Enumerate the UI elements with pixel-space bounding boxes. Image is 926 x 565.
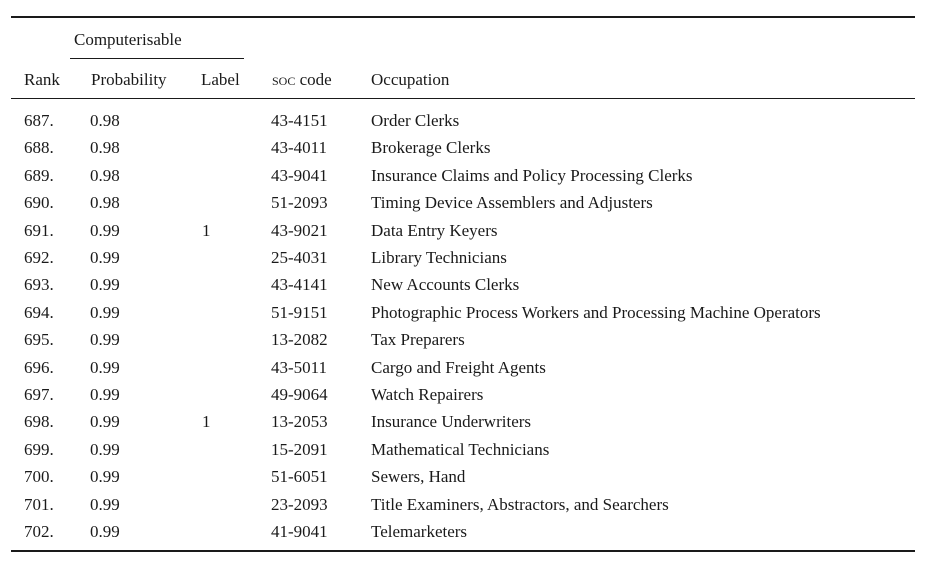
- occupation-cell: Timing Device Assemblers and Adjusters: [371, 193, 653, 213]
- rank-cell: 698.: [24, 412, 54, 432]
- label-cell: 1: [202, 412, 211, 432]
- probability-cell: 0.99: [90, 275, 120, 295]
- table-row: [0, 329, 926, 356]
- column-header-rank: Rank: [24, 70, 60, 89]
- group-header-computerisable: Computerisable: [74, 30, 182, 49]
- soc-code-cell: 43-9021: [271, 220, 328, 240]
- rank-cell: 702.: [24, 522, 54, 541]
- probability-cell: 0.98: [90, 193, 120, 213]
- probability-cell: 0.99: [90, 494, 120, 514]
- probability-cell: 0.98: [90, 111, 120, 130]
- occupation-cell: Data Entry Keyers: [371, 220, 498, 240]
- probability-cell: 0.99: [90, 220, 120, 240]
- soc-code-cell: 15-2091: [271, 439, 328, 459]
- occupation-cell: Tax Preparers: [371, 330, 465, 350]
- table-header-rule: [11, 98, 915, 99]
- table-row: [0, 247, 926, 274]
- table-bottom-rule: [11, 550, 915, 552]
- rank-cell: 701.: [24, 494, 54, 514]
- rank-cell: 699.: [24, 439, 54, 459]
- column-header-label: Label: [201, 70, 240, 89]
- rank-cell: 691.: [24, 220, 54, 240]
- probability-cell: 0.99: [90, 357, 120, 377]
- column-header-occupation: Occupation: [371, 70, 450, 89]
- rank-cell: 692.: [24, 248, 54, 267]
- rank-cell: 689.: [24, 165, 54, 185]
- table-row: [0, 110, 926, 137]
- occupation-cell: Cargo and Freight Agents: [371, 357, 546, 377]
- soc-code-cell: 51-6051: [271, 467, 328, 487]
- rank-cell: 695.: [24, 330, 54, 350]
- table-row: [0, 411, 926, 438]
- soc-code-cell: 25-4031: [271, 248, 328, 267]
- table-row: [0, 466, 926, 493]
- soc-code-cell: 13-2082: [271, 330, 328, 350]
- table-top-rule: [11, 16, 915, 18]
- soc-code-cell: 43-4151: [271, 111, 328, 130]
- probability-cell: 0.99: [90, 385, 120, 404]
- table-row: [0, 192, 926, 219]
- soc-code-cell: 41-9041: [271, 522, 328, 541]
- probability-cell: 0.99: [90, 439, 120, 459]
- rank-cell: 700.: [24, 467, 54, 487]
- occupation-cell: Insurance Underwriters: [371, 412, 532, 432]
- group-header-rule: [70, 58, 244, 59]
- soc-code-cell: 13-2053: [271, 412, 328, 432]
- table-row: [0, 384, 926, 411]
- probability-cell: 0.98: [90, 165, 120, 185]
- occupation-cell: Brokerage Clerks: [371, 138, 491, 158]
- table-row: [0, 220, 926, 247]
- occupation-cell: Insurance Claims and Policy Processing Clerks: [371, 165, 693, 185]
- occupation-cell: Telemarketers: [371, 522, 468, 541]
- table-row: [0, 357, 926, 384]
- soc-code-cell: 43-4011: [271, 138, 328, 158]
- table-row: [0, 274, 926, 301]
- soc-code-cell: 51-2093: [271, 193, 328, 213]
- probability-cell: 0.99: [90, 467, 120, 487]
- occupation-cell: New Accounts Clerks: [371, 275, 520, 295]
- rank-cell: 697.: [24, 385, 54, 404]
- occupation-cell: Sewers, Hand: [371, 467, 466, 487]
- probability-cell: 0.99: [90, 412, 120, 432]
- rank-cell: 696.: [24, 357, 54, 377]
- table-row: [0, 137, 926, 164]
- soc-code-cell: 43-4141: [271, 275, 328, 295]
- occupation-cell: Order Clerks: [371, 111, 460, 130]
- occupation-cell: Watch Repairers: [371, 385, 484, 404]
- table-row: [0, 302, 926, 329]
- probability-cell: 0.99: [90, 302, 120, 322]
- soc-code-cell: 43-5011: [271, 357, 328, 377]
- soc-code-word: code: [295, 70, 332, 89]
- column-header-probability: Probability: [91, 70, 167, 89]
- rank-cell: 693.: [24, 275, 54, 295]
- table-row: [0, 521, 926, 548]
- occupation-cell: Mathematical Technicians: [371, 439, 550, 459]
- soc-code-cell: 23-2093: [271, 494, 328, 514]
- rank-cell: 688.: [24, 138, 54, 158]
- probability-cell: 0.99: [90, 248, 120, 267]
- table-row: [0, 494, 926, 521]
- rank-cell: 690.: [24, 193, 54, 213]
- soc-abbrev: soc: [272, 70, 296, 89]
- soc-code-cell: 51-9151: [271, 302, 328, 322]
- probability-cell: 0.99: [90, 522, 120, 541]
- probability-cell: 0.99: [90, 330, 120, 350]
- table-row: [0, 439, 926, 466]
- occupation-cell: Title Examiners, Abstractors, and Searchers: [371, 494, 669, 514]
- rank-cell: 694.: [24, 302, 54, 322]
- occupation-cell: Photographic Process Workers and Processing Machine Operators: [371, 302, 821, 322]
- column-header-soc-code: [272, 70, 332, 90]
- occupation-cell: Library Technicians: [371, 248, 507, 267]
- soc-code-cell: 49-9064: [271, 385, 328, 404]
- soc-code-cell: 43-9041: [271, 165, 328, 185]
- label-cell: 1: [202, 220, 211, 240]
- rank-cell: 687.: [24, 111, 54, 130]
- probability-cell: 0.98: [90, 138, 120, 158]
- table-row: [0, 165, 926, 192]
